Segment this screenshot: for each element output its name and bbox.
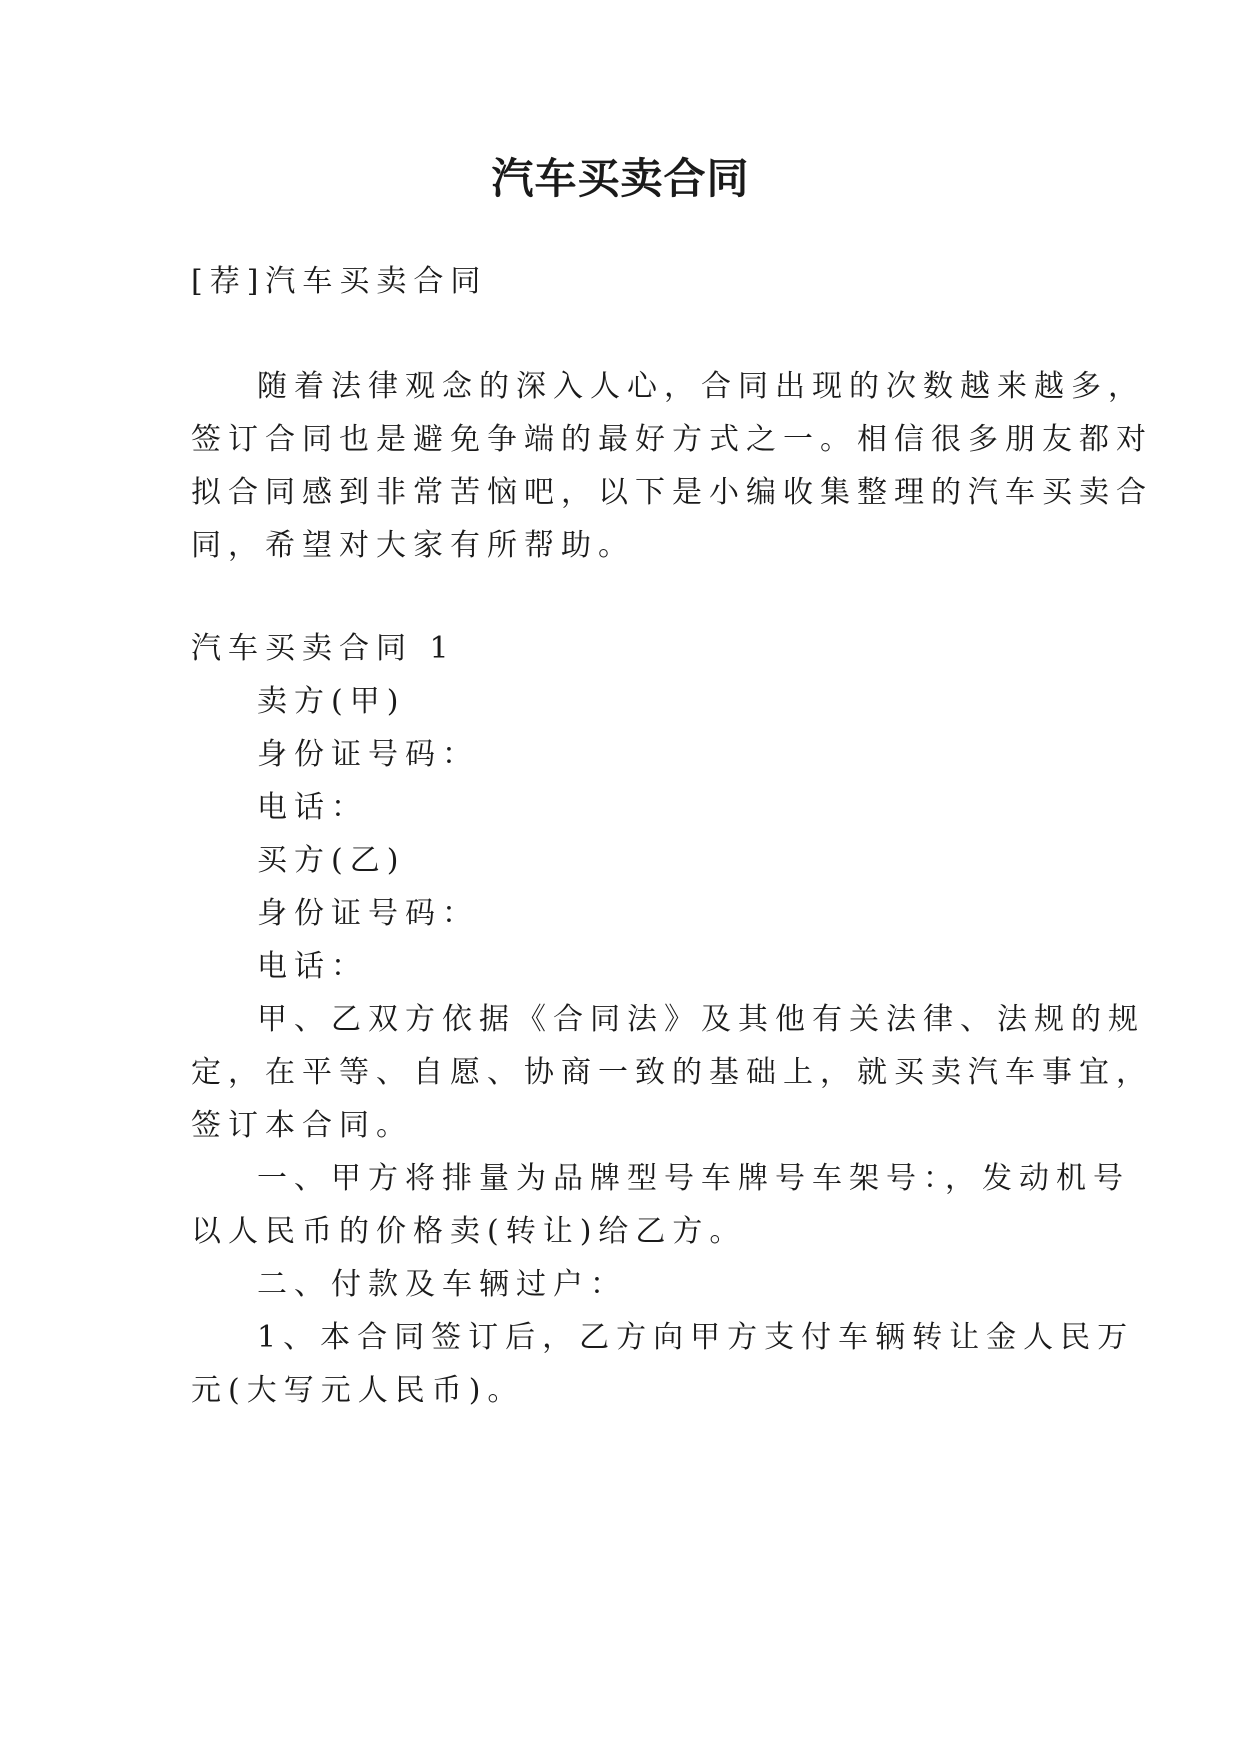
buyer-phone-label: 电话：: [257, 949, 368, 984]
basis-line-2: 定，在平等、自愿、协商一致的基础上，就买卖汽车事宜，: [191, 1055, 1153, 1090]
intro-line-1: 随着法律观念的深入人心，合同出现的次数越来越多，: [257, 369, 1145, 404]
basis-line-3: 签订本合同。: [191, 1108, 413, 1143]
intro-line-2: 签订合同也是避免争端的最好方式之一。相信很多朋友都对: [191, 422, 1153, 457]
seller-id-label: 身份证号码：: [257, 737, 479, 772]
buyer-id-label: 身份证号码：: [257, 896, 479, 931]
seller-phone-label: 电话：: [257, 790, 368, 825]
document-title: 汽车买卖合同: [491, 154, 750, 203]
basis-line-1: 甲、乙双方依据《合同法》及其他有关法律、法规的规: [257, 1002, 1145, 1037]
clause2-item1-line-1: 1、本合同签订后，乙方向甲方支付车辆转让金人民万: [257, 1320, 1135, 1355]
seller-label: 卖方(甲): [257, 684, 406, 719]
clause2-item1-line-2: 元(大写元人民币)。: [191, 1373, 525, 1408]
intro-line-3: 拟合同感到非常苦恼吧，以下是小编收集整理的汽车买卖合: [191, 475, 1153, 510]
clause1-line-2: 以人民币的价格卖(转让)给乙方。: [191, 1214, 747, 1249]
clause2-heading: 二、付款及车辆过户：: [257, 1267, 627, 1302]
intro-line-4: 同，希望对大家有所帮助。: [191, 528, 635, 563]
clause1-line-1: 一、甲方将排量为品牌型号车牌号车架号：，发动机号: [257, 1161, 1130, 1196]
document-subtitle: [荐]汽车买卖合同: [191, 264, 488, 299]
section-heading: 汽车买卖合同 1: [191, 631, 456, 666]
buyer-label: 买方(乙): [257, 843, 406, 878]
